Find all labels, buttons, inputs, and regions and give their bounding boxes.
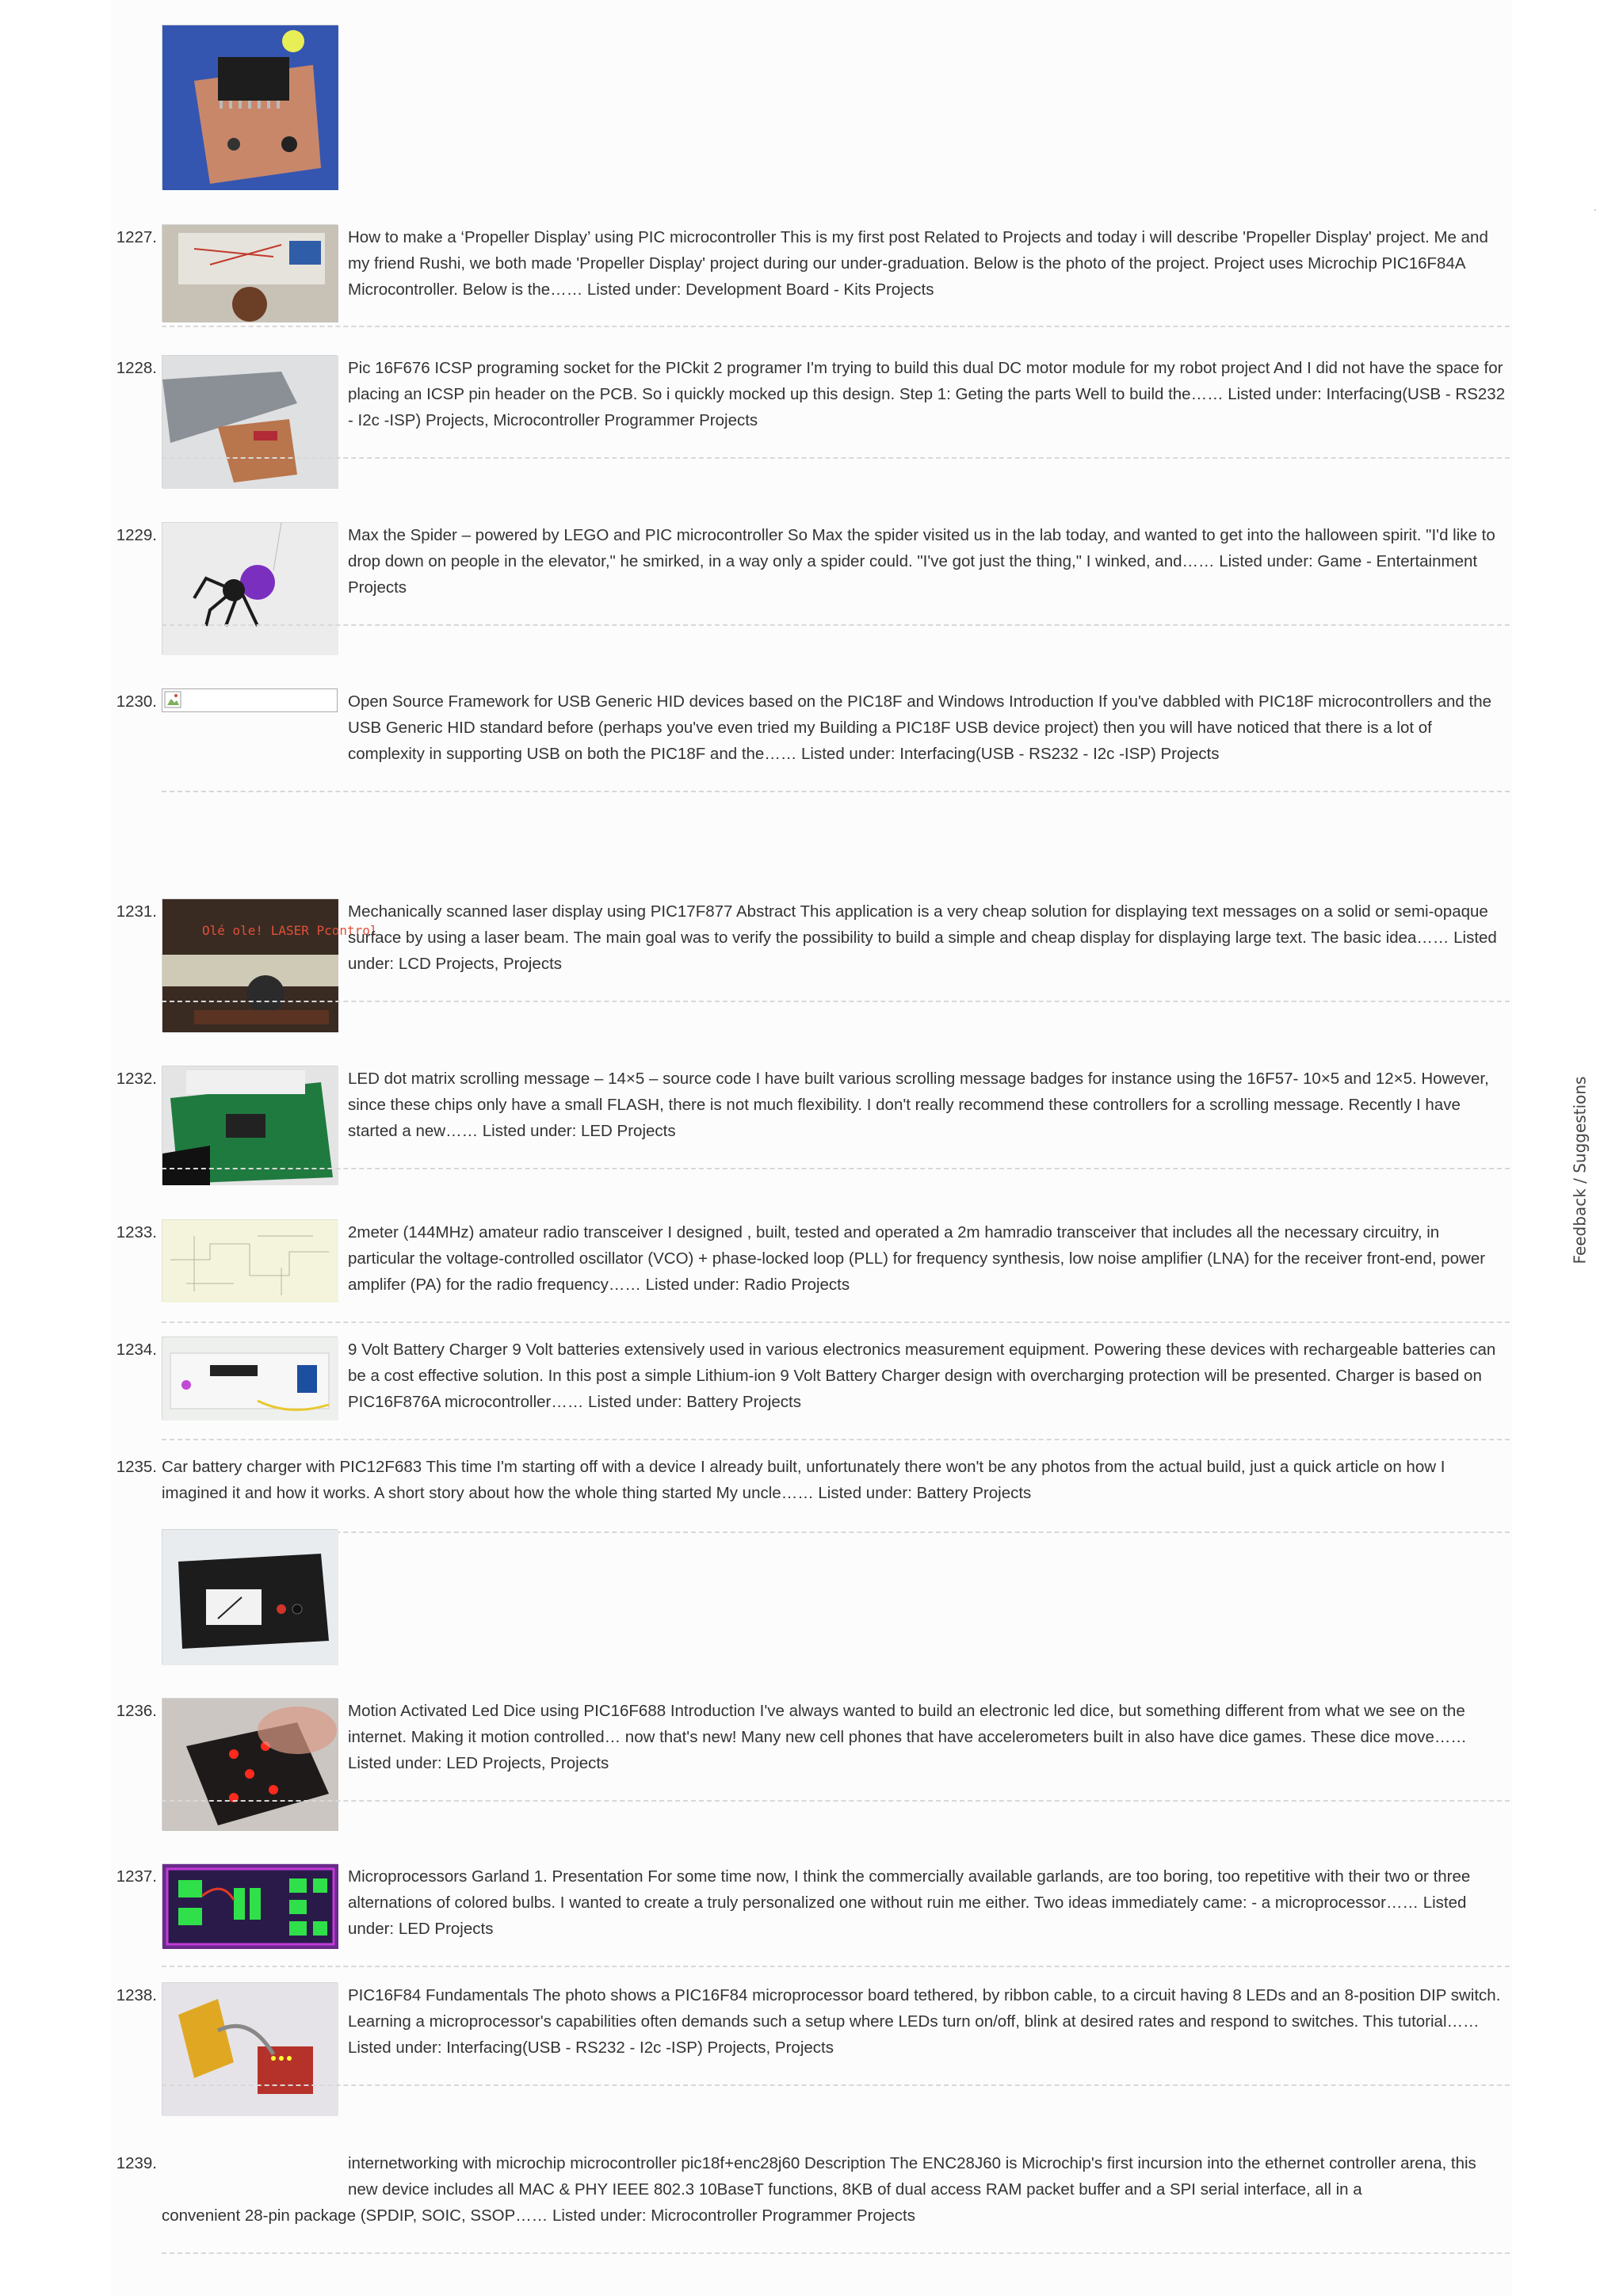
thumbnail-laser-display[interactable] [162, 898, 378, 1032]
thumbnail-led-dice[interactable] [162, 1698, 338, 1830]
item-description: internetworking with microchip microcontroller pic18f+enc28j60 Description The ENC28J60 is Microchip's first incursion into the ethernet controller arena, this new device includes all MAC & PHY IEEE 802.3 10BaseT functions, 8KB of dual access RAM packet buffer and a SPI serial interface, all in a [348, 2154, 1476, 2199]
thumbnail-pic16f84-board[interactable] [162, 1982, 338, 2115]
divider [162, 1322, 1510, 1323]
thumbnail-car-charger[interactable] [162, 1529, 338, 1665]
item-description: Motion Activated Led Dice using PIC16F688 Introduction I've always wanted to build an electronic led dice, but something different from what we see on the internet. Making it motion controlled… now that's new! Many new cell phones that have accelerometers built in also have dice games. These dice move…… Listed under: LED Projects, Projects [348, 1702, 1467, 1772]
item-description: How to make a ‘Propeller Display’ using PIC microcontroller This is my first post Related to Projects and today i will describe 'Propeller Display' project. Me and my friend Rushi, we both made 'Propeller Display' project during our under-graduation. Below is the photo of the project. Project uses Microchip PIC16F84A Microcontroller. Below is the…… Listed under: Development Board - Kits Projects [348, 228, 1488, 299]
thumbnail-schematic[interactable] [162, 1219, 338, 1302]
item-number: 1238. [116, 1986, 157, 2004]
item-number: 1229. [116, 526, 157, 544]
item-number: 1228. [116, 359, 157, 377]
item-number: 1239. [116, 2154, 157, 2172]
thumbnail-propeller-display[interactable] [162, 224, 338, 322]
feedback-tab[interactable] [1558, 1076, 1601, 1264]
divider [162, 1439, 1510, 1440]
divider [162, 791, 1510, 792]
divider [162, 1800, 1510, 1802]
item-description: Mechanically scanned laser display using PIC17F877 Abstract This application is a very cheap solution for displaying text messages on a solid or semi-opaque surface by using a laser beam. The main goal was to verify the possibility to build a simple and cheap display for displaying large text. The basic idea…… Listed under: LCD Projects, Projects [348, 902, 1497, 973]
scroll-marker [1594, 209, 1596, 211]
thumbnail-spider[interactable] [162, 522, 338, 654]
item-description: Max the Spider – powered by LEGO and PIC microcontroller So Max the spider visited us in the lab today, and wanted to get into the halloween spirit. "I'd like to drop down on people in the elevator," he smirked, in a way only a spider could. "I've got just the thing," I winked, and…… Listed under: Game - Entertainment Projects [348, 526, 1495, 597]
item-description-continued: convenient 28-pin package (SPDIP, SOIC, SSOP…… Listed under: Microcontroller Programmer Projects [162, 2206, 915, 2225]
item-number: 1235. [116, 1458, 157, 1476]
divider [162, 1966, 1510, 1967]
item-number: 1237. [116, 1867, 157, 1886]
divider [162, 2084, 1510, 2086]
divider [162, 1168, 1510, 1169]
divider [162, 2252, 1510, 2254]
divider [162, 1001, 1510, 1002]
svg-text:Olé ole! LASER Pcontrol: Olé ole! LASER Pcontrol [202, 923, 378, 938]
thumbnail-icsp-socket[interactable] [162, 355, 338, 488]
item-description: Microprocessors Garland 1. Presentation For some time now, I think the commercially available garlands, are too boring, too repetitive with their two or three alternations of colored bulbs. I wanted to create a truly personalized one without ruin me either. Two ideas immediately came: - a microprocessor…… Listed under: LED Projects [348, 1867, 1471, 1938]
item-description: Car battery charger with PIC12F683 This time I'm starting off with a device I already built, unfortunately there won't be any photos from the actual build, just a quick article on how I imagined it and how it works. A short story about how the whole thing started My uncle…… Listed under: Battery Projects [162, 1458, 1445, 1502]
broken-image-icon[interactable] [162, 688, 338, 712]
divider [162, 326, 1510, 327]
item-number: 1232. [116, 1070, 157, 1088]
item-number: 1236. [116, 1702, 157, 1720]
item-number: 1227. [116, 228, 157, 246]
item-description: Pic 16F676 ICSP programing socket for the PICkit 2 programer I'm trying to build this dual DC motor module for my robot project And I did not have the space for placing an ICSP pin header on the PCB. So i quickly mocked up this design. Step 1: Geting the parts Well to build the…… Listed under: Interfacing(USB - RS232 - I2c -ISP) Projects, Microcontroller Programmer Projects [348, 359, 1506, 429]
thumbnail-battery-charger[interactable] [162, 1337, 338, 1420]
item-number: 1234. [116, 1341, 157, 1359]
item-description: 9 Volt Battery Charger 9 Volt batteries extensively used in various electronics measurement equipment. Powering these devices with rechargeable batteries can be a cost effective solution. In this post a simple Lithium-ion 9 Volt Battery Charger design with overcharging protection will be presented. Charger is based on PIC16F876A microcontroller…… Listed under: Battery Projects [348, 1341, 1496, 1411]
item-description: Open Source Framework for USB Generic HID devices based on the PIC18F and Windows Introduction If you've dabbled with PIC18F microcontrollers and the USB Generic HID standard before (perhaps you've even tried my Building a PIC18F USB device project) then you will have noticed that there is a lot of complexity in supporting USB on both the PIC18F and the…… Listed under: Interfacing(USB - RS232 - I2c -ISP) Projects [348, 692, 1492, 763]
thumbnail-garland-pcb[interactable] [162, 1863, 338, 1948]
item-description: 2meter (144MHz) amateur radio transceiver I designed , built, tested and operated a 2m hamradio transceiver that includes all the necessary circuitry, in particular the voltage-controlled oscillator (VCO) + phase-locked loop (PLL) for frequency synthesis, low noise amplifier (LNA) for the receiver front-end, power amplifer (PA) for the radio frequency…… Listed under: Radio Projects [348, 1223, 1486, 1294]
item-number: 1233. [116, 1223, 157, 1241]
feedback-label: Feedback / Suggestions [1570, 1076, 1590, 1264]
thumbnail-led-matrix[interactable] [162, 1066, 338, 1184]
divider [162, 1531, 1510, 1533]
item-number: 1231. [116, 902, 157, 921]
divider [162, 457, 1510, 459]
divider [162, 624, 1510, 626]
item-description: PIC16F84 Fundamentals The photo shows a PIC16F84 microprocessor board tethered, by ribbon cable, to a circuit having 8 LEDs and an 8-position DIP switch. Learning a microprocessor's capabilities often demands such a setup where LEDs turn on/off, blink at desired rates and respond to switches. This tutorial…… Listed under: Interfacing(USB - RS232 - I2c -ISP) Projects, Projects [348, 1986, 1501, 2057]
thumbnail-pcb-board[interactable] [162, 25, 338, 189]
item-description: LED dot matrix scrolling message – 14×5 – source code I have built various scrolling message badges for instance using the 16F57- 10×5 and 12×5. However, since these chips only have a small FLASH, there is not much flexibility. I don't really recommend these controllers for a scrolling message. Recently I have started a new…… Listed under: LED Projects [348, 1070, 1489, 1140]
item-number: 1230. [116, 692, 157, 711]
